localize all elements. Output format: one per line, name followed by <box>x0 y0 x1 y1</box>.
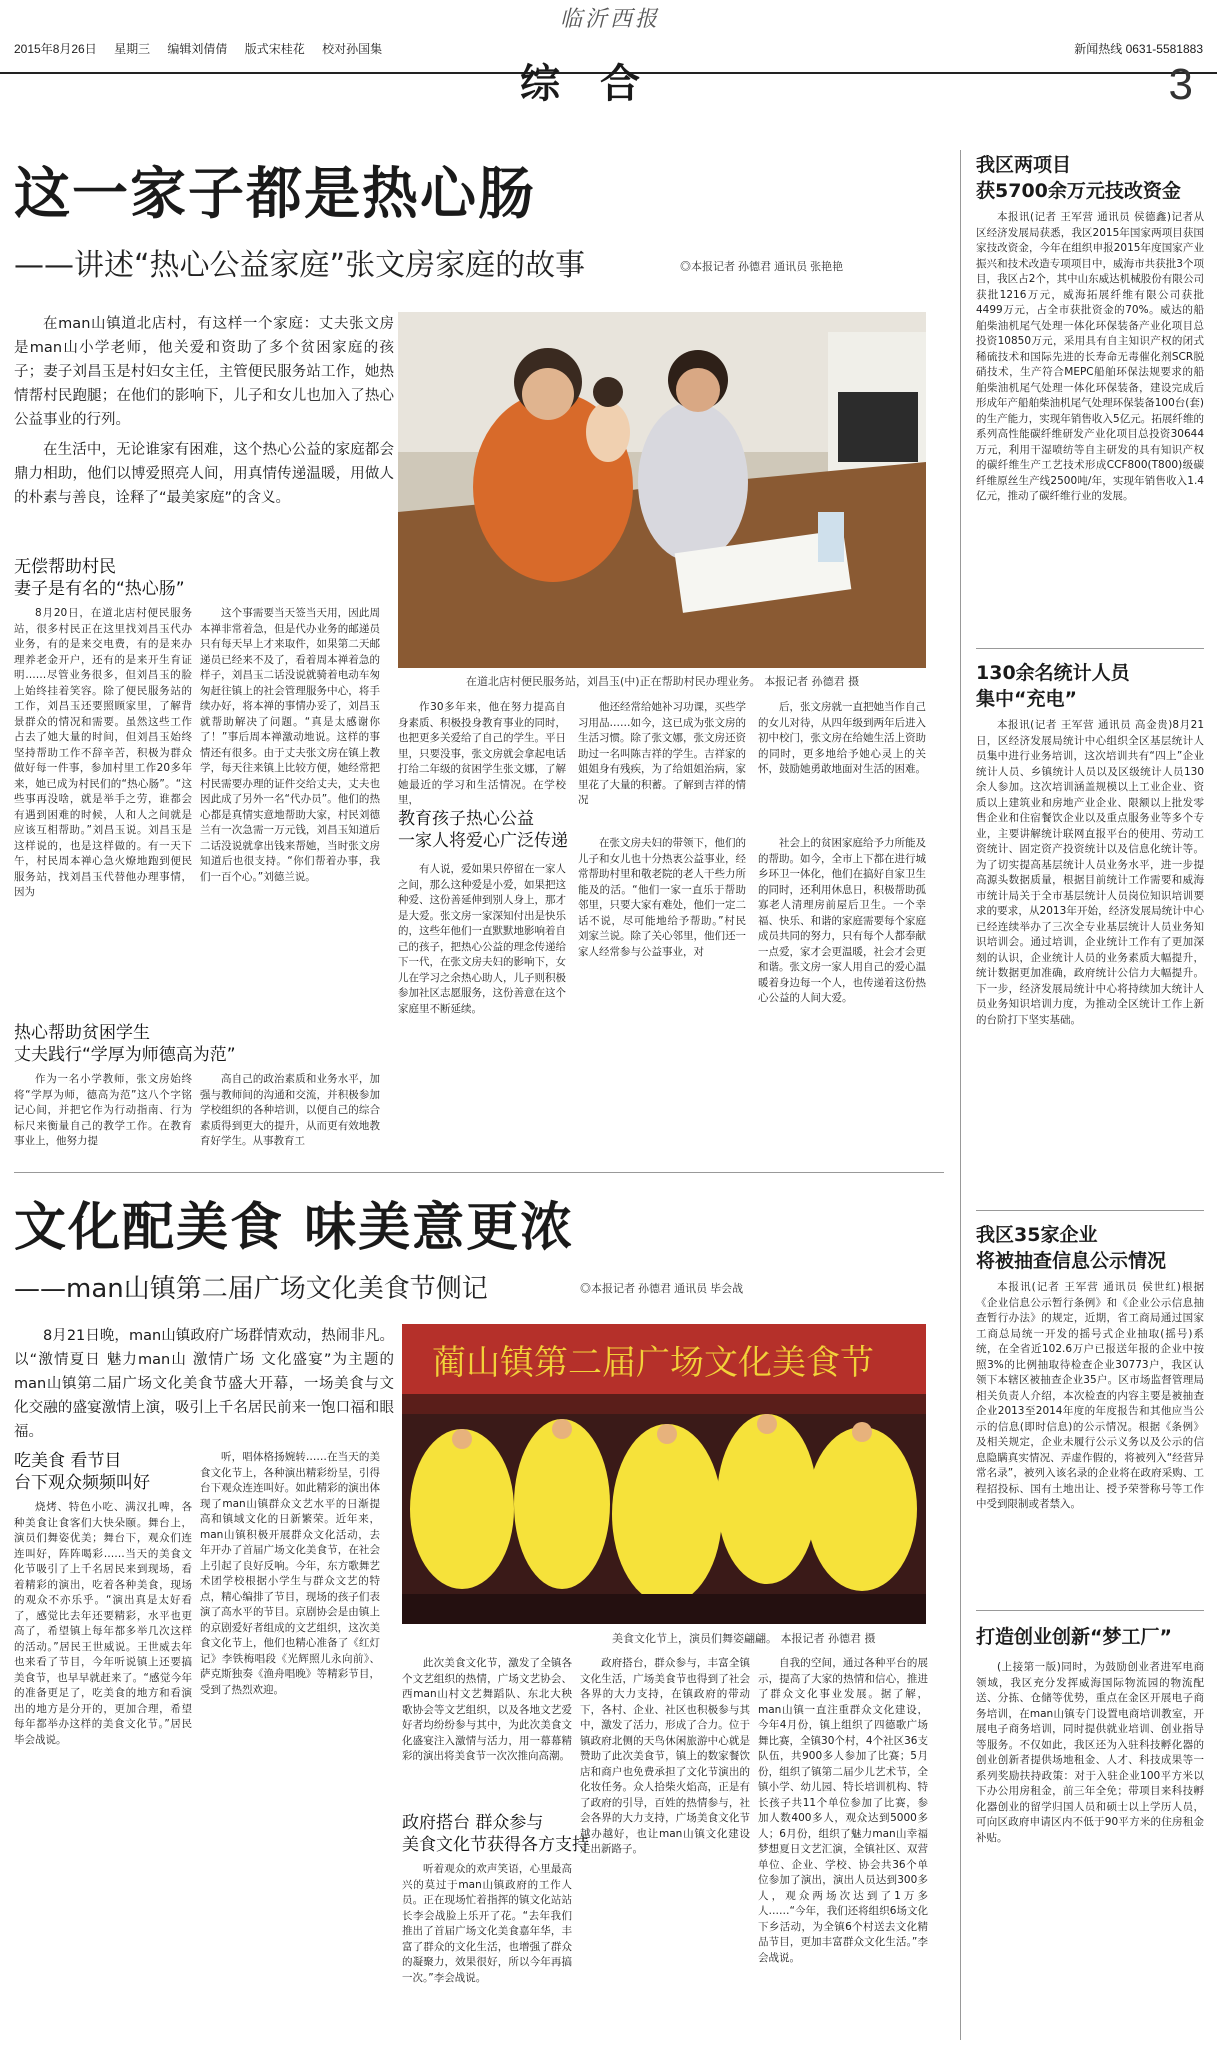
story2-subhead-a-line2: 台下观众频频叫好 <box>14 1473 150 1493</box>
story2-column-a: 烧烤、特色小吃、满汉扎啤，各种美食让食客们大快朵颐。舞台上，演员们舞姿优美；舞台下，观众们连连叫好，阵阵喝彩……当天的美食文化节吸引了上千名居民来到现场，看着精彩的演出，吃着各种美食，现场的观众不亦乐乎。“演出真是太好看了，感觉比去年还要精彩，水平也更高了，希望镇上每年都多举几次这样的活动。”居民王世威说。王世威去年也来看了节目，今年听说镇上还要搞美食节，也早早就赶来了。“感觉今年的准备更足了，吃美食的地方和看演出的地方是分开的，更加合理，希望每年都举办这样的美食文化节。”居民毕会战说。 <box>14 1501 192 1746</box>
story2-subhead-a-line1: 吃美食 看节目 <box>14 1451 122 1471</box>
sidebar-story3-body: 本报讯(记者 王军营 通讯员 侯世红)根据《企业信息公示暂行条例》和《企业公示信息抽查暂行办法》的规定，近期，省工商局通过国家工商总局统一开发的摇号式企业抽取(摇号)系统，在全省近102.6万户已报送年报的企业中按照3%的比例抽取待检查企业30773户，我区认领下本辖区被抽查企业35户。区市场监督管理局相关负责人介绍，本次检查的内容主要是被抽查企业2013至2014年度的年度报告和其他应当公示的信息(即时信息)的公示情况。根据《条例》及相关规定，企业未履行公示义务以及公示的信息隐瞒真实情况、弄虚作假的，将被列入“经营异常名录”，被列入该名录的企业将在政府采购、工程招投标、国有土地出让、授予荣誉称号等工作中受到限制或者禁入。 <box>976 1281 1204 1510</box>
story2-photo-image <box>402 1324 926 1624</box>
sidebar-story2-title-line2: 集中“充电” <box>976 688 1077 710</box>
sidebar-story2-body: 本报讯(记者 王军营 通讯员 高金贵)8月21日，区经济发展局统计中心组织全区基层统计人员集中进行业务培训，这次培训共有“四上”企业统计人员、乡镇统计人员以及区级统计人员130余人参加。这次培训涵盖规模以上工业企业、资质以上建筑业和房地产业企业、限额以上批发零售企业和住宿餐饮企业以及重点服务业等多个专业，主要讲解统计联网直报平台的使用、劳动工资统计、固定资产投资统计以及信息化统计等。为了切实提高基层统计人员业务水平，进一步提高源头数据质量，根据目前统计工作需要和威海市统计局关于全市基层统计人员岗位知识培训要求的要求，从2013年开始，经济发展局统计中心已经连续举办了三次全专业基层统计人员业务知识培训会。通过培训，企业统计工作有了更加深刻的认识，企业统计人员的业务素质大幅提升，统计数据更加准确，政府统计公信力大幅提升。下一步，经济发展局统计中心将持续加大统计人员业务知识培训力度，为推动全区统计工作上新的台阶打下坚实基础。 <box>976 719 1204 1026</box>
story1-photo-image <box>398 312 926 668</box>
story2-headline: 文化配美食 味美意更浓 <box>14 1197 575 1258</box>
story2-subhead-b <box>402 1812 602 1856</box>
story1-byline: ◎本报记者 孙德君 通讯员 张艳艳 <box>680 261 844 273</box>
sidebar-story1-title-line2: 获5700余万元技改资金 <box>976 180 1181 202</box>
sidebar-story1-body: 本报讯(记者 王军营 通讯员 侯德鑫)记者从区经济发展局获悉，我区2015年国家两项目获国家技改资金，今年在组织申报2015年度国家产业振兴和技术改造专项项目中，威海市共获批3个项目，我区占2个，其中山东威达机械股份有限公司获批1216万元，威海拓展纤维有限公司获批4499万元，占全市获批资金的70%。威达的船舶柴油机尾气处理一体化环保装备产业化项目总投资10850万元，采用具有自主知识产权的闭式稀硫技术和国际先进的长寿命无毒催化剂SCR脱硝技术，生产符合MEPC船舶环保法规要求的船舶柴油机尾气处理一体化环保装备，建设完成后形成年产船舶柴油机尾气处理环保装备100台(套)的生产能力，实现年销售收入5亿元。拓展纤维的系列高性能碳纤维研发产业化项目总投资30644万元，利用干湿喷纺等自主研发的具有知识产权的碳纤维生产工艺技术形成CCF800(T800)级碳纤维原丝生产线2500吨/年，实现年销售收入1.4亿元，推动了碳纤维行业的发展。 <box>976 211 1204 502</box>
story1-subhead-c-line1: 热心帮助贫困学生 <box>14 1023 150 1043</box>
story1-column-a: 8月20日，在道北店村便民服务站，很多村民正在这里找刘昌玉代办业务，有的是来交电费，有的是来办理养老金开户，还有的是来开生育证明……尽管业务很多，但刘昌玉的脸上始终挂着笑容。除了便民服务站的工作，刘昌玉还要照顾家里，了解背景群众的情况和需要。虽然这些工作占去了她大量的时间，但刘昌玉始终坚持帮助工作不辞辛苦，积极为群众做好每一件事，参加村里工作20多年来，她已成为村民们的“热心肠”。“这些事再没啥，就是举手之劳，谁都会有遇到困难的时候，人和人之间就是应该互相帮助。”刘昌玉说。刘昌玉是这样说的，也是这样做的。有一天下午，村民周本禅心急火燎地跑到便民服务站，找刘昌玉代替他办理事情，因为 <box>14 607 192 898</box>
story1-subhead-a-line2: 妻子是有名的“热心肠” <box>14 579 185 599</box>
editor: 编辑刘倩倩 <box>167 42 228 56</box>
story2-photo <box>402 1324 926 1624</box>
story2-column-b: 听，唱体格扬婉转……在当天的美食文化节上，各种演出精彩纷呈，引得台下观众连连叫好。如此精彩的演出体现了man山镇群众文艺水平的日渐提高和镇域文化的日新繁荣。近年来，man山镇积极开展群众文化活动，去年开办了首届广场文化美食节，在社会上引起了良好反响。今年，东方歌舞艺术团学校根据小学生与群众文艺的特点，精心编排了节目，现场的孩子们表演了高水平的节目。京剧协会是由镇上的京剧爱好者组成的文艺组织，这次美食文化节上，他们也精心准备了《红灯记》李铁梅唱段《光辉照儿永向前》、萨克斯独奏《渔舟唱晚》等精彩节目，受到了热烈欢迎。 <box>200 1451 380 1696</box>
proofreader: 校对孙国集 <box>322 42 383 56</box>
story1-subhead-b-line2: 一家人将爱心广泛传递 <box>398 831 568 851</box>
sidebar-story4-body: (上接第一版)同时，为鼓励创业者进军电商领域，我区充分发挥威海国际物流园的物流配送、分拣、仓储等优势，重点在金区开展电子商务培训，在man山镇专门设置电商培训教室，开展电子商务培训，同时提供就业培训、创业指导等服务。不仅如此，我区还为入驻科技孵化器的创业创新者提供场地租金、人才、科技成果等一系列奖励扶持政策：对于入驻企业100平方米以下办公用房租金，前三年全免；带项目来科技孵化器创业的留学归国人员和硕士以上学历人员，可向区政府申请区内不低于90平方米的住房租金补贴。 <box>976 1661 1204 1844</box>
story1-subhead-c-line2: 丈夫践行“学厚为师德高为范” <box>14 1045 236 1065</box>
sidebar-story2-title <box>976 660 1204 712</box>
sidebar-divider <box>976 1210 1204 1211</box>
story1-lead-p2: 在生活中，无论谁家有困难，这个热心公益的家庭都会鼎力相助，他们以博爱照亮人间，用真情传递温暖，用做人的朴素与善良，诠释了“最美家庭”的含义。 <box>14 442 394 506</box>
story1-subhead-c <box>14 1022 314 1066</box>
story2-subhead-b-line2: 美食文化节获得各方支持 <box>402 1835 589 1855</box>
story2-subheadline: ——man山镇第二届广场文化美食节侧记 <box>14 1274 488 1304</box>
story1-subheadline: ——讲述“热心公益家庭”张文房家庭的故事 <box>14 248 586 283</box>
story-divider <box>14 1172 944 1173</box>
story1-column-c: 作30多年来，他在努力提高自身素质、积极投身教育事业的同时，也把更多关爱给了自己的学生。平日里，只要没事，张文房就会拿起电话打给二年级的贫困学生张文娜，了解她最近的学习和生活情况。在学校里， <box>398 701 566 806</box>
story1-headline: 这一家子都是热心肠 <box>14 161 536 227</box>
story1-column-i: 作为一名小学教师，张文房始终将“学厚为师，德高为范”这八个字铭记心间，并把它作为行动指南、行为标尺来衡量自己的教学工作。在教育事业上，他努力提 <box>14 1073 192 1147</box>
sidebar-divider <box>976 1610 1204 1611</box>
story1-photo <box>398 312 926 668</box>
story1-column-j: 高自己的政治素质和业务水平，加强与教师间的沟通和交流，并积极参加学校组织的各种培训，以便自己的综合素质得到更大的提升，从而更有效地教育好学生。从事教育工 <box>200 1073 380 1147</box>
designer: 版式宋桂花 <box>244 42 305 56</box>
newspaper-logo: 临沂西报 <box>560 7 661 32</box>
story2-subhead-b-line1: 政府搭台 群众参与 <box>402 1813 544 1833</box>
story1-lead-p1: 在man山镇道北店村，有这样一个家庭：丈夫张文房是man山小学老师，他关爱和资助了多个贫困家庭的孩子；妻子刘昌玉是村妇女主任，主管便民服务站工作，她热情帮村民跑腿；在他们的影响下，儿子和女儿也加入了热心公益事业的行列。 <box>14 316 394 428</box>
section-title: 综合 <box>520 61 680 107</box>
sidebar-story3-title <box>976 1222 1204 1274</box>
sidebar-story1-title <box>976 152 1204 204</box>
story1-column-b: 这个事需要当天签当天用，因此周本禅非常着急，但是代办业务的邮递员只有每天早上才来取件，如果第二天邮递员已经来不及了，看着周本禅着急的样子，刘昌玉二话没说就骑着电动车匆匆赶往镇上的社会管理服务中心，将手续办好，将本禅的事情办妥了，刘昌玉就帮助解决了问题。“真是太感谢你了！”事后周本禅激动地说。这样的事情还有很多。由于丈夫张文房在镇上教学，每天往来镇上比较方便，她经常把村民需要办理的证件交给丈夫，丈夫也因此成了另外一名“代办员”。他们的热心都是真情实意地帮助大家，村民刘德兰有一次急需一万元钱，刘昌玉知道后二话没说就拿出钱来帮她，当时张文房知道后也很支持。“你们帮着办事，我们一百个心。”刘德兰说。 <box>200 607 380 883</box>
story2-column-c: 此次美食文化节，激发了全镇各个文艺组织的热情，广场文艺协会、西man山村文艺舞蹈队、东北大秧歌协会等文艺组织，以及各地文艺爱好者均纷纷参与其中，为此次美食文化盛宴注入激情与活力，用一幕幕精彩的演出将美食节一次次推向高潮。 <box>402 1657 572 1762</box>
story2-photo-caption: 美食文化节上，演员们舞姿翩翩。 本报记者 孙德君 摄 <box>612 1632 876 1645</box>
column-divider <box>960 150 961 2040</box>
sidebar-story4-title: 打造创业创新“梦工厂” <box>976 1626 1172 1648</box>
story2-column-e: 政府搭台，群众参与，丰富全镇文化生活，广场美食节也得到了社会各界的大力支持，在镇政府的带动下，各村、企业、社区也积极参与其中，激发了活力，形成了合力。位于镇政府北侧的天鸟休闲旅游中心就是赞助了此次美食节，镇上的数家餐饮店和商户也免费承担了文化节演出的化妆任务。众人拾柴火焰高，正是有了政府的引导，百姓的热情参与，社会各界的大力支持，广场美食文化节越办越好，也让man山镇文化建设走出新路子。 <box>580 1657 750 1855</box>
story1-subhead-a-line1: 无偿帮助村民 <box>14 557 116 577</box>
sidebar-story2-title-line1: 130余名统计人员 <box>976 662 1130 684</box>
story1-subhead-a <box>14 556 314 600</box>
story1-lead <box>14 312 394 510</box>
story2-subhead-a <box>14 1450 214 1494</box>
issue-date: 2015年8月26日 <box>14 42 97 56</box>
story1-subhead-b-line1: 教育孩子热心公益 <box>398 809 534 829</box>
story1-column-g: 在张文房夫妇的带领下，他们的儿子和女儿也十分热衷公益事业，经常帮助村里和敬老院的老人干些力所能及的活。“他们一家一直乐于帮助邻里，只要大家有难处，他们一定二话不说，尽可能地给予帮助。”村民刘家兰说。除了关心邻里，他们还一家人经常参与公益事业，对 <box>578 837 746 958</box>
stage-banner-text: 蔺山镇第二届广场文化美食节 <box>432 1343 874 1383</box>
story1-photo-caption: 在道北店村便民服务站，刘昌玉(中)正在帮助村民办理业务。 本报记者 孙德君 摄 <box>466 675 860 688</box>
story1-column-f: 有人说，爱如果只停留在一家人之间，那么这种爱是小爱，如果把这种爱、这份善延伸到别人身上，那才是大爱。张文房一家深知付出是快乐的，这些年他们一直默默地影响着自己的孩子，把热心公益的理念传递给下一代，在张文房夫妇的影响下，女儿在学习之余热心助人，儿子则积极参加社区志愿服务，这份善意在这个家庭里不断延续。 <box>398 863 566 1015</box>
issue-meta <box>14 40 396 57</box>
story1-column-e: 后，张文房就一直把她当作自己的女儿对待，从四年级到两年后进入初中校门，张文房在给她生活上资助的同时，更多地给予她心灵上的关怀，鼓励她勇敢地面对生活的困难。 <box>758 701 926 775</box>
issue-weekday: 星期三 <box>114 42 151 56</box>
sidebar-story1-title-line1: 我区两项目 <box>976 154 1072 176</box>
story1-column-d: 他还经常给她补习功课，买些学习用品……如今，这已成为张文房的生活习惯。除了张文娜，张文房还资助过一名叫陈吉祥的学生。吉祥家的姐姐身有残疾，为了给姐姐治病，家里花了大量的积蓄。了解到吉祥的情况 <box>578 701 746 806</box>
story2-byline: ◎本报记者 孙德君 通讯员 毕会战 <box>580 1283 744 1295</box>
story1-column-h: 社会上的贫困家庭给予力所能及的帮助。如今，全市上下都在进行城乡环卫一体化，他们在搞好自家卫生的同时，还利用休息日，积极帮助孤寡老人清理房前屋后卫生。一个幸福、快乐、和谐的家庭需要每个家庭成员共同的努力，只有每个人都奉献一点爱，家才会更温暖，社会才会更和谐。张文房一家人用自己的爱心温暖着身边每一个人，也传递着这份热心公益的人间大爱。 <box>758 837 926 1004</box>
story2-lead: 8月21日晚，man山镇政府广场群情欢动，热闹非凡。以“激情夏日 魅力man山 激情广场 文化盛宴”为主题的man山镇第二届广场文化美食节盛大开幕，一场美食与文化交融的盛宴激情上演，吸引上千名居民前来一饱口福和眼福。 <box>14 1328 394 1440</box>
news-hotline: 新闻热线 0631-5581883 <box>1074 42 1203 56</box>
sidebar-divider <box>976 648 1204 649</box>
page-number: 3 <box>1168 60 1193 109</box>
sidebar-story3-title-line1: 我区35家企业 <box>976 1224 1098 1246</box>
sidebar-story3-title-line2: 将被抽查信息公示情况 <box>976 1250 1167 1272</box>
story2-column-d: 听着观众的欢声笑语，心里最高兴的莫过于man山镇政府的工作人员。正在现场忙着指挥的镇文化站站长李会战脸上乐开了花。“去年我们推出了首届广场文化美食嘉年华，丰富了群众的文化生活，也增强了群众的凝聚力，效果很好，所以今年再搞一次。”李会战说。 <box>402 1863 572 1984</box>
story2-column-f: 自我的空间，通过各种平台的展示，提高了大家的热情和信心，推进了群众文化事业发展。据了解，man山镇一直注重群众文化建设，今年4月份，镇上组织了四德歌广场舞比赛，全镇30个村，4个社区36支队伍，共900多人参加了比赛；5月份，组织了镇第二届少儿艺术节，全镇小学、幼儿园、特长培训机构、特长孩子共11个单位参加了比赛，参加人数400多人，观众达到5000多人；6月份，组织了魅力man山幸福梦想夏日文艺汇演，全镇社区、双营单位、企业、学校、协会共36个单位参加了演出，演出人员达到300多人，观众两场次达到了1万多人……“今年，我们还将组织6场文化下乡活动，为全镇6个村送去文化精品节目，更加丰富群众文化生活。”李会战说。 <box>758 1657 928 1964</box>
